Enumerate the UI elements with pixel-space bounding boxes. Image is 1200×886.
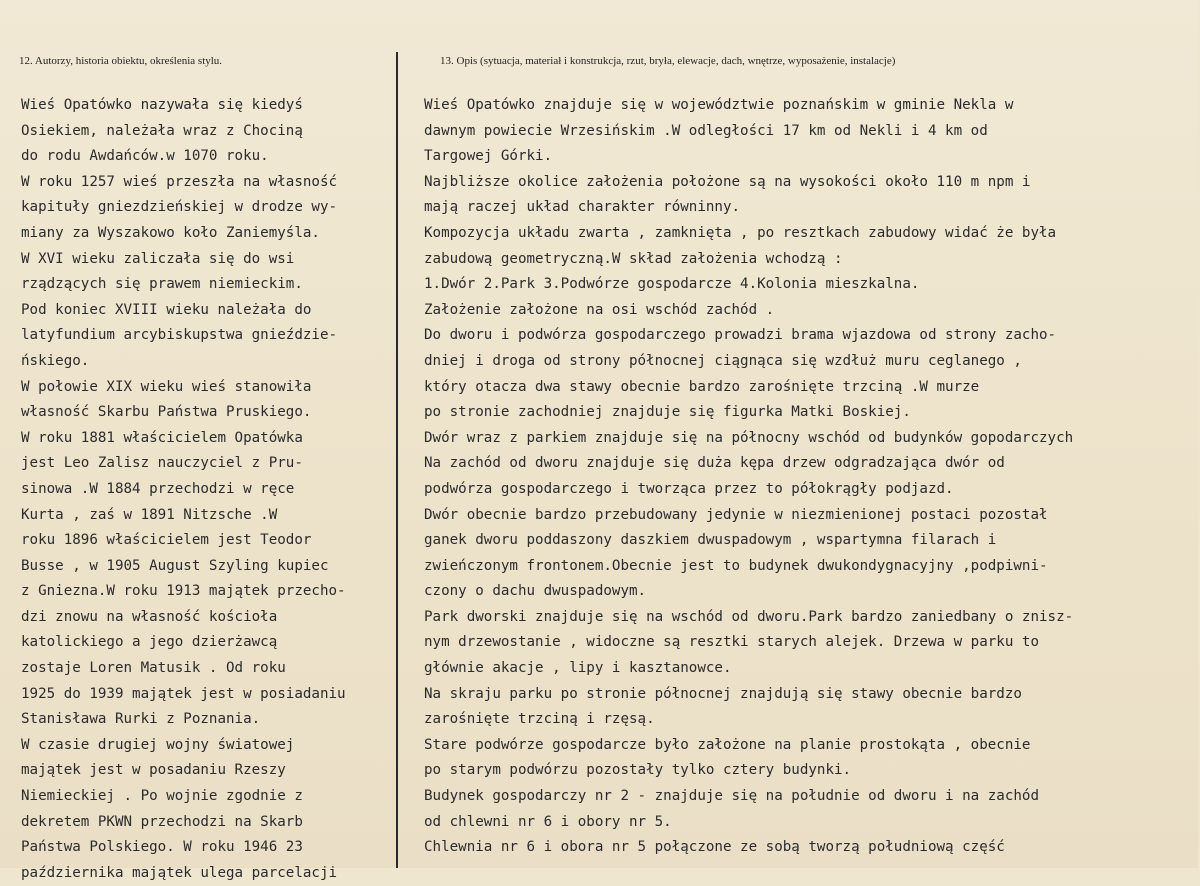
history-text-line: rządzących się prawem niemieckim. (21, 276, 303, 293)
description-text-line: podwórza gospodarczego i tworząca przez to półokrągły podjazd. (424, 480, 954, 497)
history-text-line: W roku 1881 właścicielem Opatówka (21, 429, 303, 446)
history-text-line: Wieś Opatówko nazywała się kiedyś (21, 97, 303, 113)
section-13-heading: 13. Opis (sytuacja, materiał i konstrukcja, rzut, bryła, elewacje, dach, wnętrze, wyposażenie, instalacje) (440, 55, 896, 67)
description-text-line: Wieś Opatówko znajduje się w województwie poznańskim w gminie Nekla w (424, 97, 1014, 113)
section-12-heading: 12. Autorzy, historia obiektu, określenia stylu. (19, 55, 223, 67)
history-text-line: Państwa Polskiego. W roku 1946 23 (21, 839, 303, 856)
description-text-line: Dwór obecnie bardzo przebudowany jedynie w niezmienionej postaci pozostał (424, 506, 1048, 523)
history-text-line: dzi znowu na własność kościoła (21, 608, 278, 625)
description-text-line: Dwór wraz z parkiem znajduje się na północny wschód od budynków gopodarczych (424, 429, 1074, 446)
description-text-line: który otacza dwa stawy obecnie bardzo zarośnięte trzciną .W murze (424, 378, 980, 395)
description-text-line: Najbliższe okolice założenia położone są na wysokości około 110 m npm i (424, 173, 1031, 190)
history-text-line: ńskiego. (21, 352, 90, 369)
description-text-line: dniej i droga od strony północnej ciągnąca się wzdłuż muru ceglanego , (424, 352, 1022, 369)
history-text-line: roku 1896 właścicielem jest Teodor (21, 532, 312, 549)
history-text-line: miany za Wyszakowo koło Zaniemyśla. (21, 224, 320, 241)
description-text-line: Na skraju parku po stronie północnej znajdują się stawy obecnie bardzo (424, 685, 1022, 702)
description-text-line: Budynek gospodarczy nr 2 - znajduje się na południe od dworu i na zachód (424, 788, 1039, 805)
history-text-line: W XVI wieku zaliczała się do wsi (21, 250, 295, 267)
description-text-line: dawnym powiecie Wrzesińskim .W odległości 17 km od Nekli i 4 km od (424, 122, 988, 139)
history-text-column (21, 93, 401, 886)
description-text-line: głównie akacje , lipy i kasztanowce. (424, 660, 732, 677)
description-text-line: czony o dachu dwuspadowym. (424, 583, 647, 600)
history-text-line: dekretem PKWN przechodzi na Skarb (21, 813, 303, 830)
history-text-line: Pod koniec XVIII wieku należała do (21, 301, 312, 318)
description-text-line: Kompozycja układu zwarta , zamknięta , po resztkach zabudowy widać że była (424, 224, 1057, 241)
history-text-line: Kurta , zaś w 1891 Nitzsche .W (21, 506, 278, 523)
history-text-line: Niemieckiej . Po wojnie zgodnie z (21, 788, 303, 805)
description-text-line: 1.Dwór 2.Park 3.Podwórze gospodarcze 4.Kolonia mieszkalna. (424, 276, 920, 293)
description-text-line: zabudową geometryczną.W skład założenia wchodzą : (424, 250, 843, 267)
history-text-line: jest Leo Zalisz nauczyciel z Pru- (21, 455, 303, 472)
history-text-line: Stanisława Rurki z Poznania. (21, 711, 261, 728)
description-text-line: Na zachód od dworu znajduje się duża kępa drzew odgradzająca dwór od (424, 455, 1005, 472)
history-text-line: zostaje Loren Matusik . Od roku (21, 660, 286, 677)
history-text-line: Busse , w 1905 August Szyling kupiec (21, 557, 329, 574)
description-text-line: Park dworski znajduje się na wschód od dworu.Park bardzo zaniedbany o znisz- (424, 608, 1074, 625)
description-text-column (424, 93, 1200, 861)
description-text-line: po starym podwórzu pozostały tylko cztery budynki. (424, 762, 852, 779)
description-text-line: zarośnięte trzciną i rzęsą. (424, 711, 655, 728)
history-text-line: majątek jest w posadaniu Rzeszy (21, 762, 286, 779)
description-text-line: mają raczej układ charakter równinny. (424, 199, 741, 216)
history-text-line: października majątek ulega parcelacji (21, 864, 338, 881)
description-text-line: Do dworu i podwórza gospodarczego prowadzi brama wjazdowa od strony zacho- (424, 327, 1057, 344)
history-text-line: kapituły gniezdzieńskiej w drodze wy- (21, 199, 338, 216)
history-text-line: latyfundium arcybiskupstwa gnieździe- (21, 327, 338, 344)
history-text-line: do rodu Awdańców.w 1070 roku. (21, 148, 269, 165)
history-text-line: W roku 1257 wieś przeszła na własność (21, 173, 338, 190)
history-text-line: W połowie XIX wieku wieś stanowiła (21, 378, 312, 395)
history-text-line: Osiekiem, należała wraz z Chociną (21, 122, 303, 139)
description-text-line: zwieńczonym frontonem.Obecnie jest to budynek dwukondygnacyjny ,podpiwni- (424, 557, 1048, 574)
description-text-line: Założenie założone na osi wschód zachód . (424, 301, 775, 318)
description-text-line: Chlewnia nr 6 i obora nr 5 połączone ze sobą tworzą południową część (424, 839, 1005, 856)
history-text-line: sinowa .W 1884 przechodzi w ręce (21, 480, 295, 497)
description-text-line: Stare podwórze gospodarcze było założone na planie prostokąta , obecnie (424, 736, 1031, 753)
description-text-line: Targowej Górki. (424, 148, 553, 165)
history-text-line: z Gniezna.W roku 1913 majątek przecho- (21, 583, 346, 600)
history-text-line: W czasie drugiej wojny światowej (21, 736, 295, 753)
description-text-line: po stronie zachodniej znajduje się figurka Matki Boskiej. (424, 404, 911, 421)
history-text-line: 1925 do 1939 majątek jest w posiadaniu (21, 685, 346, 702)
description-text-line: nym drzewostanie , widoczne są resztki starych alejek. Drzewa w parku to (424, 634, 1039, 651)
history-text-line: katolickiego a jego dzierżawcą (21, 634, 278, 651)
description-text-line: od chlewni nr 6 i obory nr 5. (424, 813, 672, 830)
description-text-line: ganek dworu poddaszony daszkiem dwuspadowym , wspartymna filarach i (424, 532, 997, 549)
history-text-line: własność Skarbu Państwa Pruskiego. (21, 404, 312, 421)
